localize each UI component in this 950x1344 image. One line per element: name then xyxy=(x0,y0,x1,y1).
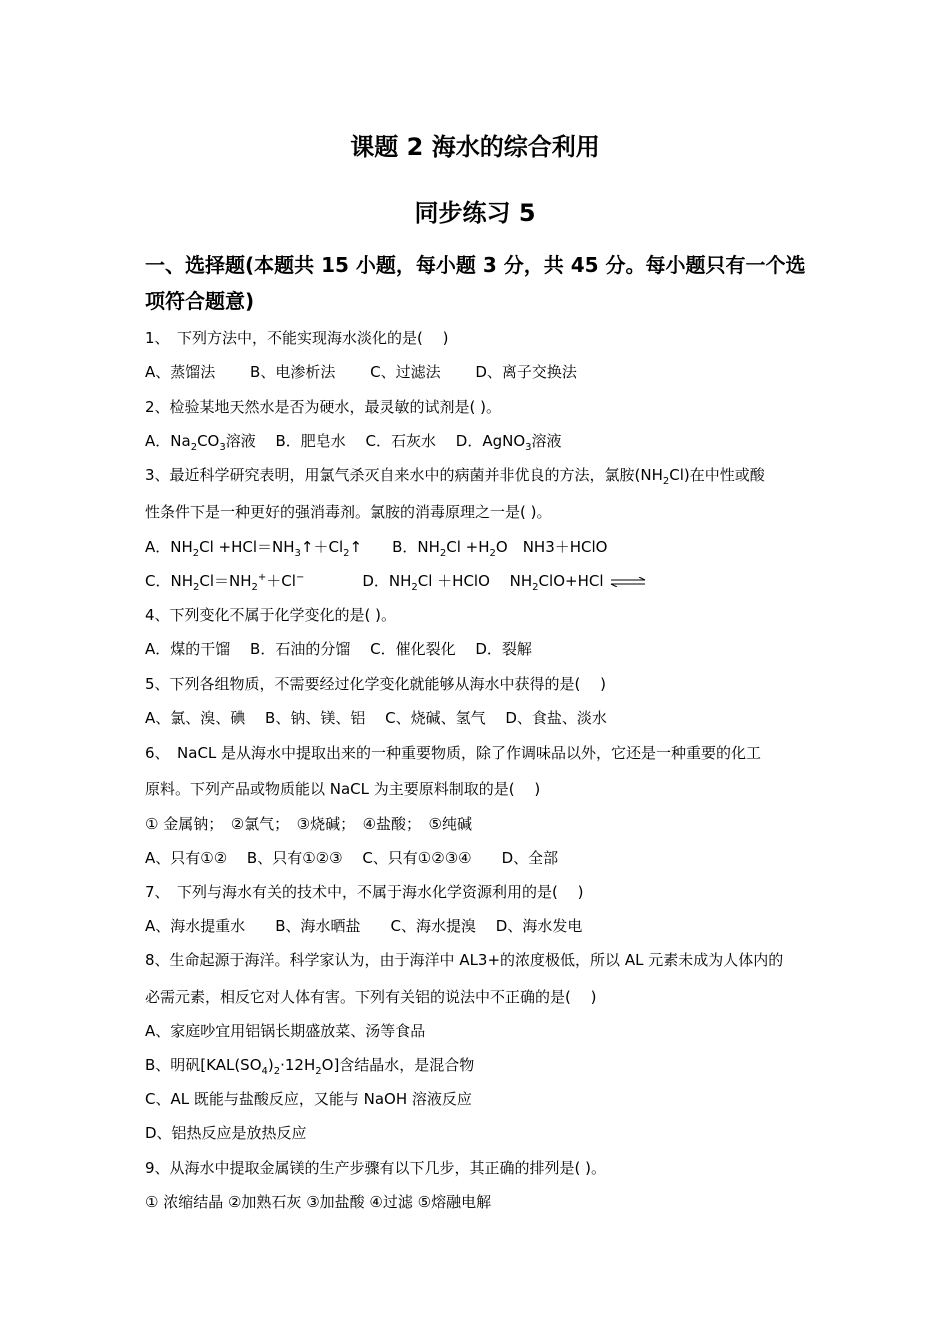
question-9-steps: ① 浓缩结晶 ②加熟石灰 ③加盐酸 ④过滤 ⑤熔融电解 xyxy=(145,1193,492,1211)
question-8-option-c: C、AL 既能与盐酸反应，又能与 NaOH 溶液反应 xyxy=(145,1090,472,1108)
question-8-option-b: B、明矾$[KAL(SO_4)_2\cdot 12H_2O]$含结晶水，是混合物 xyxy=(145,1056,475,1077)
question-9-stem: 9、从海水中提取金属镁的生产步骤有以下几步，其正确的排列是( )。 xyxy=(145,1159,607,1177)
question-8-option-a: A、家庭吵宜用铝锅长期盛放菜、汤等食品 xyxy=(145,1022,426,1040)
question-8-stem-line1: 8、生命起源于海洋。科学家认为，由于海洋中 AL3+的浓度极低，所以 AL 元素未成为人体内的 xyxy=(145,951,784,969)
question-3-stem-line1: 3、最近科学研究表明，用氯气杀灭自来水中的病菌并非优良的方法，氯胺$(NH_2Cl)$在中性或酸 xyxy=(145,466,765,487)
question-6-items: ① 金属钠； ②氯气； ③烧碱； ④盐酸； ⑤纯碱 xyxy=(145,815,473,833)
question-1-options: A、蒸馏法 B、电渗析法 C、过滤法 D、离子交换法 xyxy=(145,363,577,381)
reversible-arrow-icon xyxy=(609,577,647,587)
option-d: D．$NH_2Cl$ ＋HClO $NH_2ClO+HCl$ xyxy=(362,572,604,593)
question-4-options: A．煤的干馏 B．石油的分馏 C．催化裂化 D．裂解 xyxy=(145,640,532,658)
option-c: C．$NH_2Cl=NH_2^++Cl^-$ xyxy=(145,572,305,593)
question-5-stem: 5、下列各组物质，不需要经过化学变化就能够从海水中获得的是( ) xyxy=(145,675,607,693)
section-heading: 一、选择题(本题共 15 小题，每小题 3 分，共 45 分。每小题只有一个选项符合题意) xyxy=(145,253,806,313)
question-6-stem-line1: 6、 NaCL 是从海水中提取出来的一种重要物质，除了作调味品以外，它还是一种重要的化工 xyxy=(145,744,762,762)
option-a: A．$NH_2Cl$ $+HCl=NH_3↑+Cl_2↑$ xyxy=(145,538,363,559)
question-3-options-ab xyxy=(145,537,815,557)
question-1-stem: 1、 下列方法中，不能实现海水淡化的是( ) xyxy=(145,329,449,347)
question-6-options: A、只有①② B、只有①②③ C、只有①②③④ D、全部 xyxy=(145,849,559,867)
question-4-stem: 4、下列变化不属于化学变化的是( )。 xyxy=(145,606,397,624)
question-8-stem-line2: 必需元素，相反它对人体有害。下列有关铝的说法中不正确的是( ) xyxy=(145,988,597,1006)
question-5-options: A、氯、溴、碘 B、钠、镁、铝 C、烧碱、氢气 D、食盐、淡水 xyxy=(145,709,607,727)
question-3-stem-line2: 性条件下是一种更好的强消毒剂。氯胺的消毒原理之一是( )。 xyxy=(145,503,552,521)
question-3-options-cd xyxy=(145,571,815,591)
question-6-stem-line2: 原料。下列产品或物质能以 NaCL 为主要原料制取的是( ) xyxy=(145,780,541,798)
question-2-stem: 2、检验某地天然水是否为硬水，最灵敏的试剂是( )。 xyxy=(145,398,502,416)
document-title: 课题 2 海水的综合利用 xyxy=(350,133,600,161)
question-7-stem: 7、 下列与海水有关的技术中，不属于海水化学资源利用的是( ) xyxy=(145,883,584,901)
question-8-option-d: D、铝热反应是放热反应 xyxy=(145,1124,307,1142)
option-b: B．$NH_2Cl +H_2O$ NH3＋HClO xyxy=(392,538,608,559)
question-7-options: A、海水提重水 B、海水晒盐 C、海水提溴 D、海水发电 xyxy=(145,917,583,935)
document-subtitle: 同步练习 5 xyxy=(414,199,536,227)
question-2-options: A．$Na_2CO_3$溶液 B．肥皂水 C．石灰水 D．AgNO$_3$溶液 xyxy=(145,432,562,453)
